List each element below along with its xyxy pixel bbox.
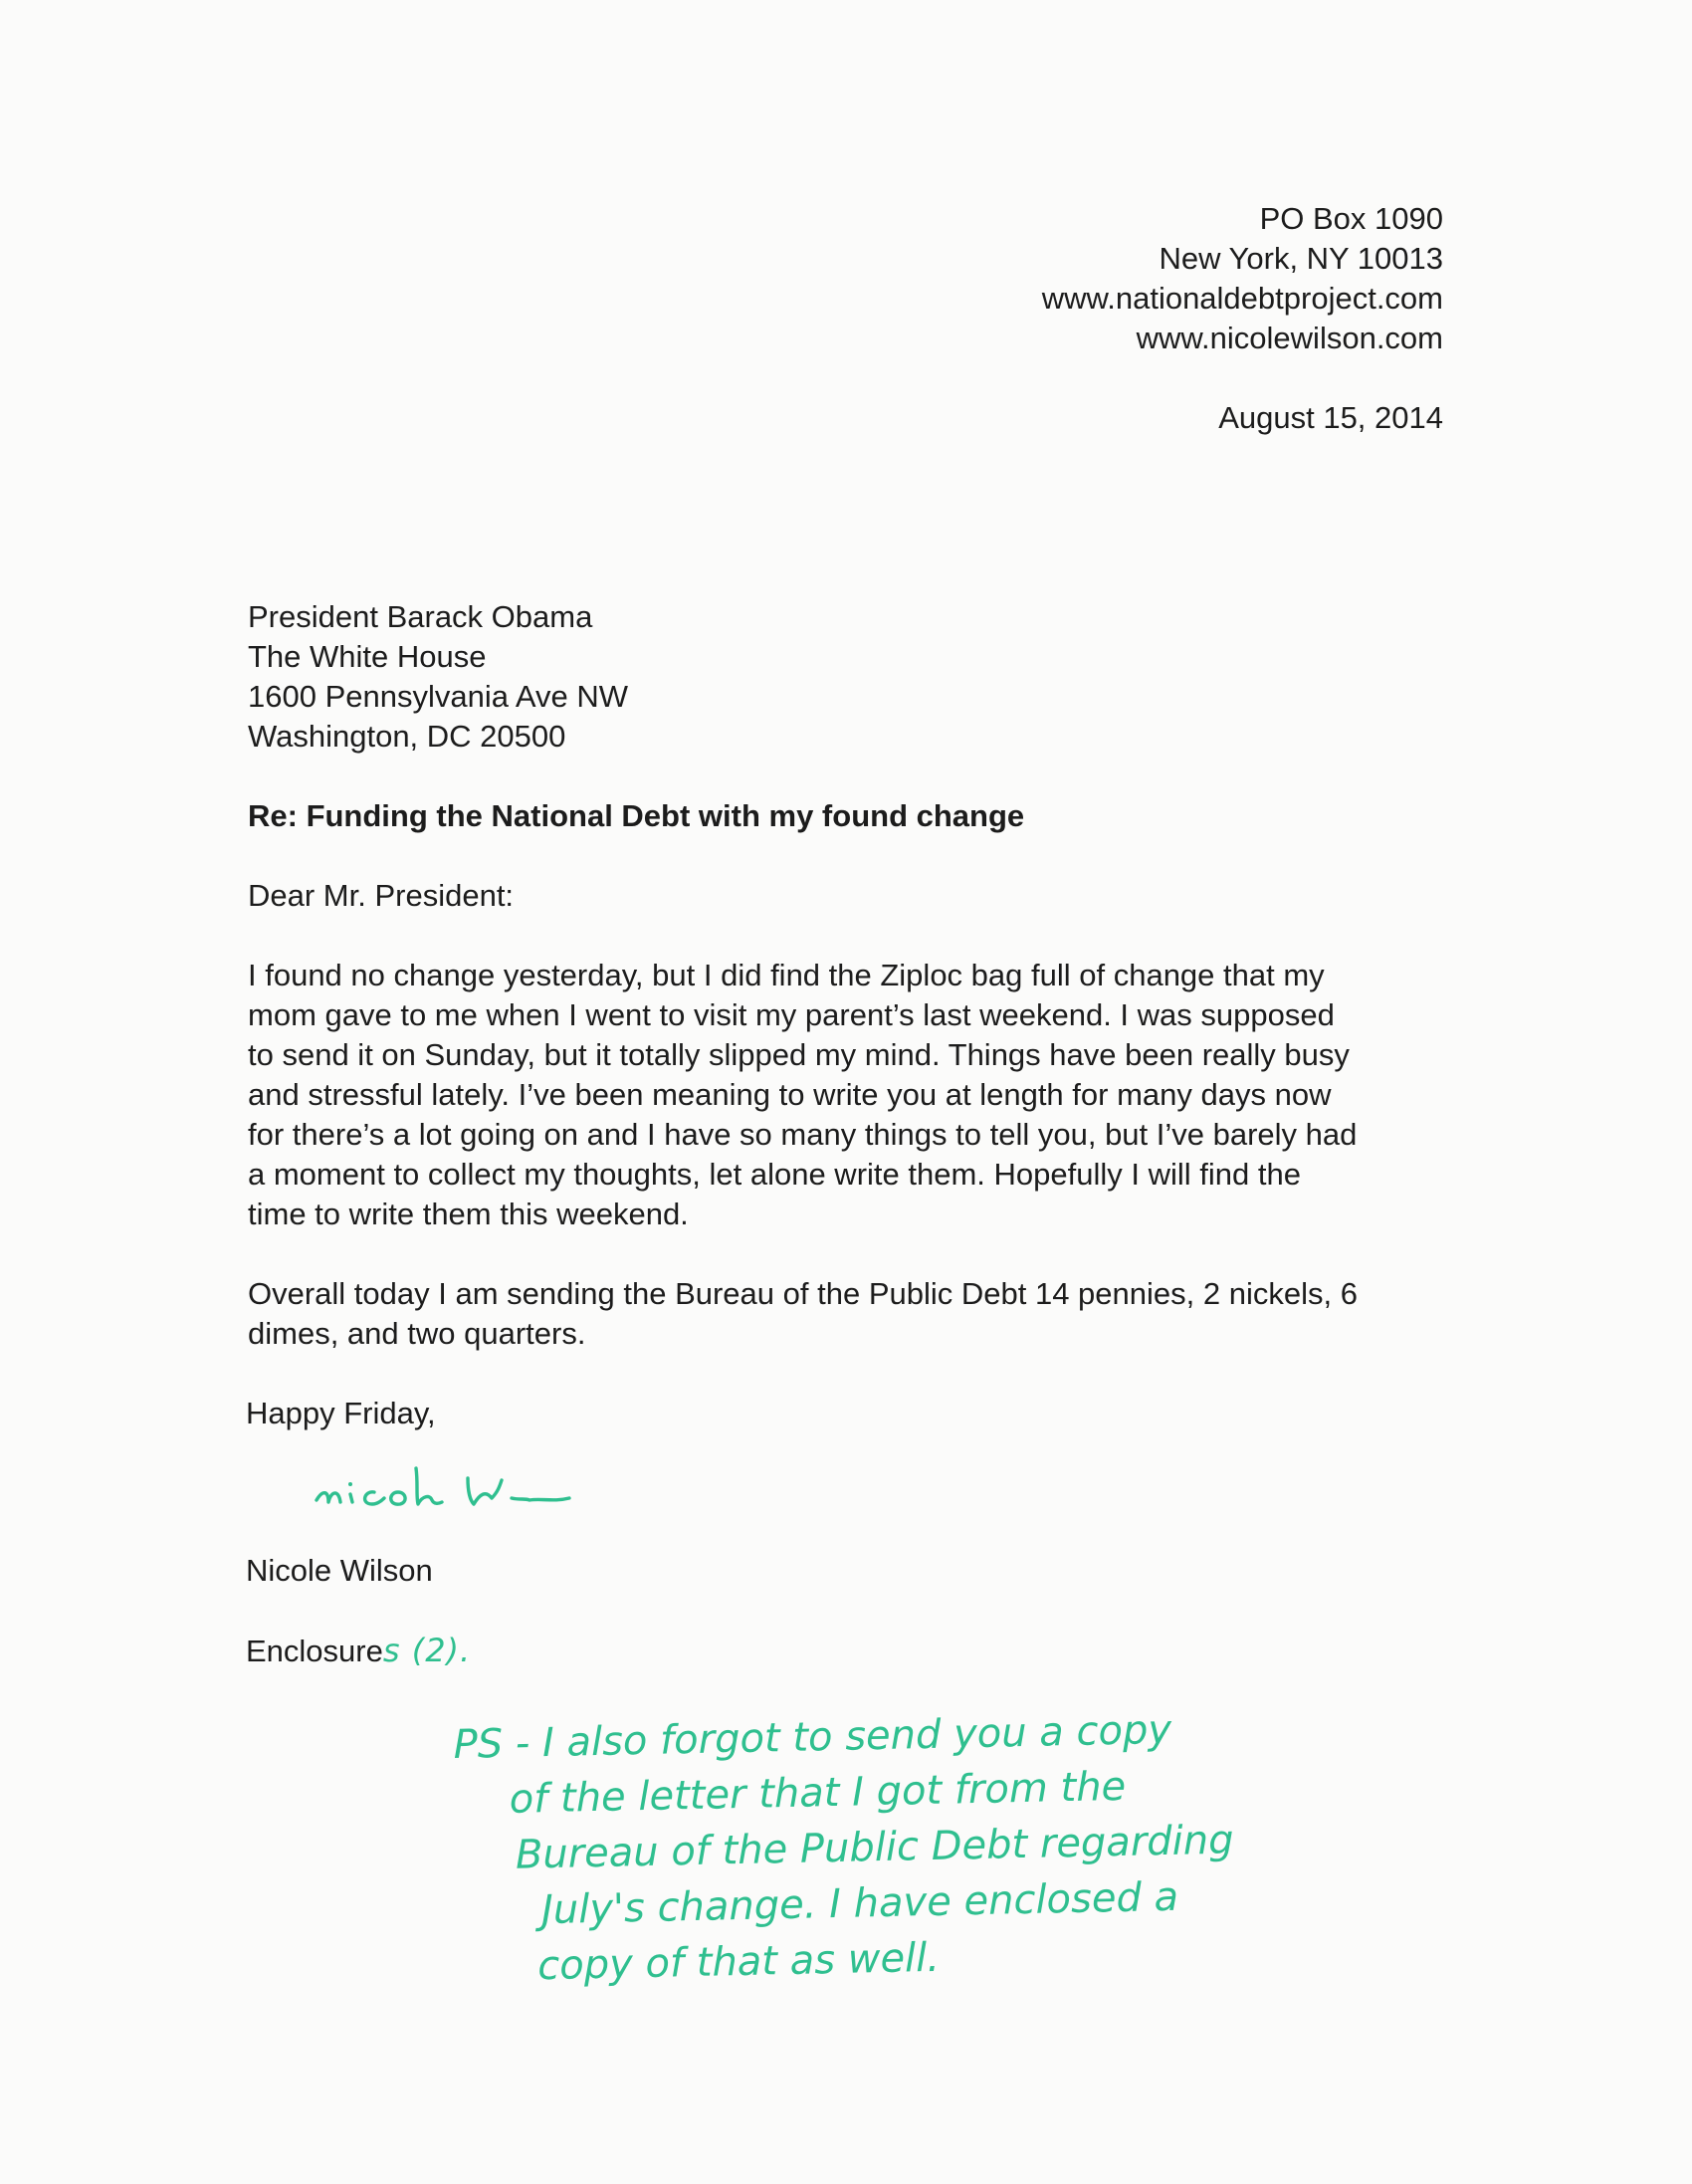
salutation: Dear Mr. President:: [248, 878, 515, 913]
sender-website-1: www.nationaldebtproject.com: [1041, 281, 1443, 316]
body-line: I found no change yesterday, but I did find the Ziploc bag full of change that my: [248, 958, 1325, 992]
postscript-line: copy of that as well.: [536, 1934, 941, 1990]
body-line: for there’s a lot going on and I have so many things to tell you, but I’ve barely had: [248, 1117, 1358, 1152]
sender-po-box: PO Box 1090: [1259, 201, 1443, 236]
body-line: dimes, and two quarters.: [248, 1316, 586, 1351]
recipient-city-state-zip: Washington, DC 20500: [248, 719, 566, 754]
postscript-line: PS - I also forgot to send you a copy: [453, 1706, 1172, 1768]
postscript-line: July's change. I have enclosed a: [540, 1873, 1179, 1934]
recipient-street: 1600 Pennsylvania Ave NW: [248, 679, 628, 714]
body-line: to send it on Sunday, but it totally slipped my mind. Things have been really busy: [248, 1037, 1350, 1072]
recipient-name: President Barack Obama: [248, 599, 593, 634]
enclosures-typed: Enclosure: [246, 1634, 383, 1668]
enclosures-line: [246, 1631, 471, 1671]
recipient-org: The White House: [248, 639, 487, 674]
recipient-address-block: [248, 597, 628, 757]
body-line: and stressful lately. I’ve been meaning to write you at length for many days now: [248, 1077, 1332, 1112]
sender-city-state-zip: New York, NY 10013: [1159, 241, 1443, 276]
subject-line: Re: Funding the National Debt with my found change: [248, 798, 1025, 833]
body-paragraph-1: [248, 956, 1357, 1234]
enclosures-handwritten: s (2).: [382, 1632, 472, 1669]
handwritten-postscript: [453, 1696, 1474, 1996]
postscript-line: Bureau of the Public Debt regarding: [515, 1817, 1234, 1878]
body-paragraph-2: [248, 1274, 1358, 1354]
sender-website-2: www.nicolewilson.com: [1136, 321, 1443, 355]
signer-name: Nicole Wilson: [246, 1553, 433, 1588]
letter-date: August 15, 2014: [1218, 400, 1443, 435]
handwritten-signature: [309, 1438, 667, 1538]
postscript-line: of the letter that I got from the: [509, 1763, 1127, 1823]
closing: Happy Friday,: [246, 1396, 436, 1430]
body-line: Overall today I am sending the Bureau of the Public Debt 14 pennies, 2 nickels, 6: [248, 1276, 1358, 1311]
body-line: a moment to collect my thoughts, let alone write them. Hopefully I will find the: [248, 1157, 1301, 1192]
body-line: mom gave to me when I went to visit my parent’s last weekend. I was supposed: [248, 997, 1335, 1032]
sender-address-block: [1042, 199, 1443, 358]
body-line: time to write them this weekend.: [248, 1197, 689, 1231]
